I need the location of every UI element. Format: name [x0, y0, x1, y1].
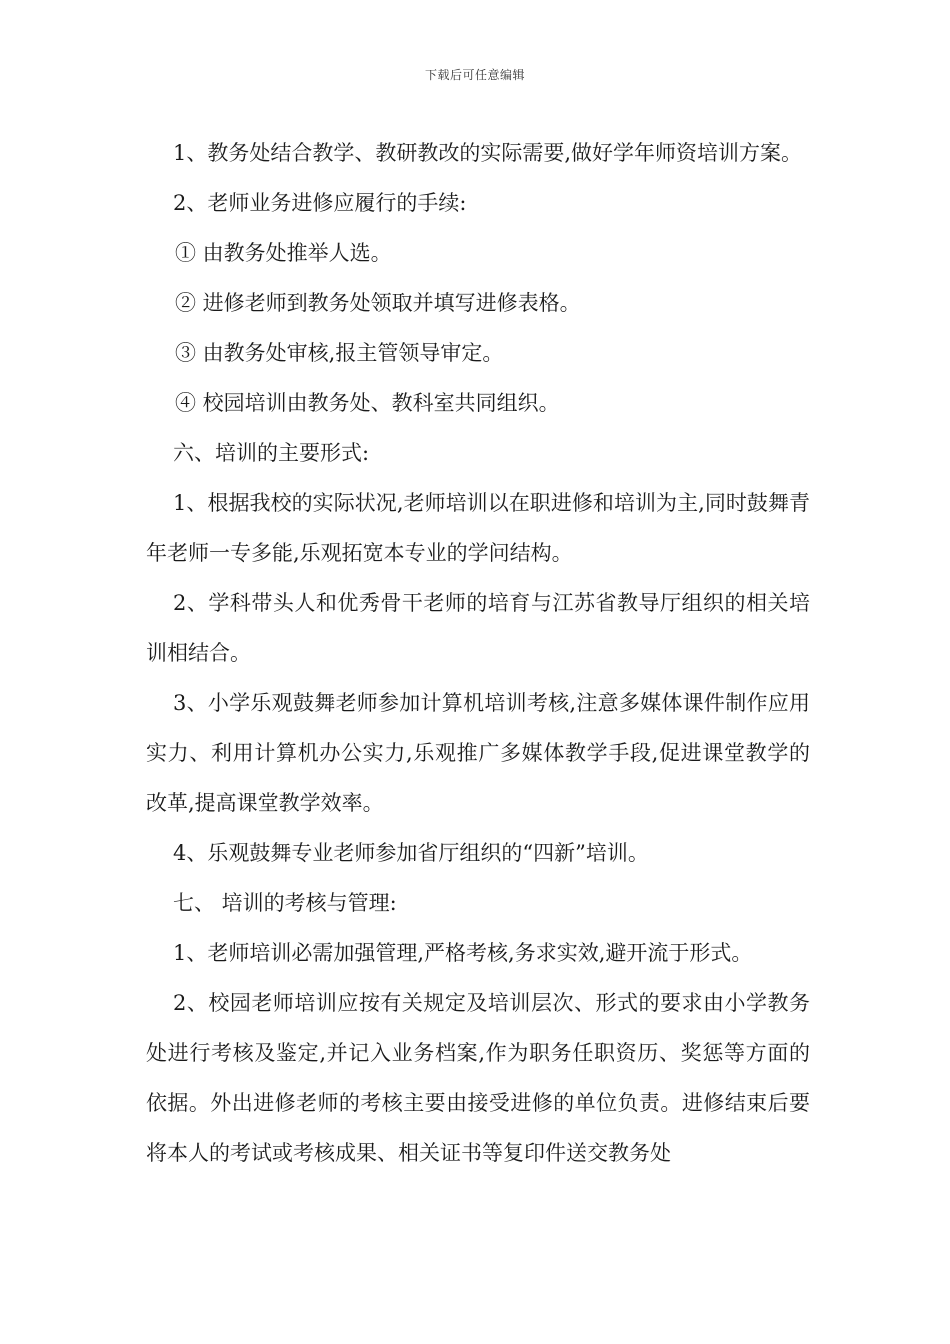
list-item-3: ③ 由教务处审核,报主管领导审定。	[175, 341, 504, 365]
document-body	[146, 128, 810, 1178]
paragraph-form-3: 3、小学乐观鼓舞老师参加计算机培训考核,注意多媒体课件制作应用实力、利用计算机办公实力,乐观推广多媒体教学手段,促进课堂教学的改革,提高课堂教学效率。	[146, 691, 810, 815]
list-item-4: ④ 校园培训由教务处、教科室共同组织。	[175, 391, 560, 415]
paragraph-further-study-procedures: 2、老师业务进修应履行的手续:	[173, 191, 467, 215]
page-header: 下载后可任意编辑	[424, 68, 525, 82]
paragraph-form-1: 1、根据我校的实际状况,老师培训以在职进修和培训为主,同时鼓舞青年老师一专多能,乐观拓宽本专业的学问结构。	[146, 491, 810, 565]
paragraph-form-2: 2、学科带头人和优秀骨干老师的培育与江苏省教导厅组织的相关培训相结合。	[146, 591, 810, 665]
section-heading-7: 七、 培训的考核与管理:	[173, 891, 397, 915]
paragraph-training-plan: 1、教务处结合教学、教研教改的实际需要,做好学年师资培训方案。	[173, 141, 803, 165]
paragraph-management-1: 1、老师培训必需加强管理,严格考核,务求实效,避开流于形式。	[173, 941, 753, 965]
paragraph-management-2: 2、校园老师培训应按有关规定及培训层次、形式的要求由小学教务处进行考核及鉴定,并记入业务档案,作为职务任职资历、奖惩等方面的依据。外出进修老师的考核主要由接受进修的单位负责。进修结束后要将本人的考试或考核成果、相关证书等复印件送交教务处	[146, 991, 810, 1165]
list-item-1: ① 由教务处推举人选。	[175, 241, 392, 265]
list-item-2: ② 进修老师到教务处领取并填写进修表格。	[175, 291, 581, 315]
paragraph-form-4: 4、乐观鼓舞专业老师参加省厅组织的“四新”培训。	[173, 841, 649, 865]
section-heading-6: 六、培训的主要形式:	[173, 441, 370, 465]
